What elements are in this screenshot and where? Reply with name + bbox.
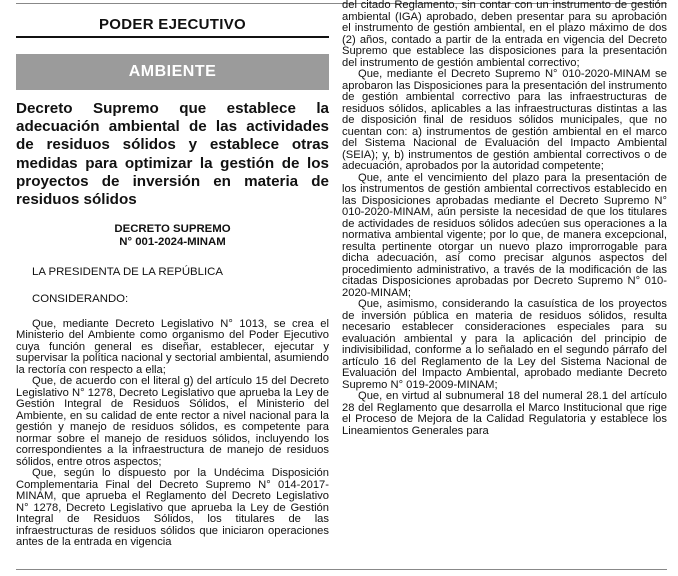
paragraph: Que, asimismo, considerando la casuística de los proyectos de inversión pública en materia de residuos sólidos, resulta necesario establecer consideraciones especiales para su evaluación ambiental y para la aplicación del principio de indivisibilidad, conforme a lo señalado en el segundo párrafo del artículo 16 del Reglamento de la Ley del Sistema Nacional de Evaluación del Impacto Ambiental, aprobado mediante Decreto Supremo N° 019-2009-MINAM; <box>342 298 667 391</box>
issuing-authority: LA PRESIDENTA DE LA REPÚBLICA <box>32 266 223 279</box>
right-body <box>342 0 667 437</box>
section-header <box>16 12 329 38</box>
paragraph: Que, de acuerdo con el literal g) del artículo 15 del Decreto Legislativo N° 1278, Decreto Legislativo que aprueba la Ley de Gestión Integral de Residuos Sólidos, el Ministerio del Ambiente, en su calidad de ente rector a nivel nacional para la gestión y manejo de residuos sólidos, es competente para normar sobre el manejo de residuos sólidos, incluyendo los correspondientes a la infraestructura de manejo de residuos sólidos, entre otros aspectos; <box>16 375 329 468</box>
paragraph: Que, en virtud al subnumeral 18 del numeral 28.1 del artículo 28 del Reglamento que desarrolla el Marco Institucional que rige el Proceso de Mejora de la Calidad Regulatoria y establece los Lineamientos Generales para <box>342 390 667 437</box>
considerando-heading: CONSIDERANDO: <box>32 293 129 305</box>
section-title: PODER EJECUTIVO <box>98 15 247 33</box>
decree-title: Decreto Supremo que establece la adecuación ambiental de las actividades de residuos sólidos y establece otras medidas para optimizar la gestión de los proyectos de inversión en materia de residuos sólidos <box>16 100 329 209</box>
category-title: AMBIENTE <box>128 63 217 80</box>
paragraph: Que, mediante el Decreto Supremo N° 010-2020-MINAM se aprobaron las Disposiciones para la presentación del instrumento de gestión ambiental correctivo para las infraestructuras de residuos sólidos, aplicables a las infraestructuras distintas a las de disposición final de residuos sólidos municipales, que no cuentan con: a) instrumentos de gestión ambiental en el marco del Sistema Nacional de Evaluación del Impacto Ambiental (SEIA); y, b) instrumentos de gestión ambiental correctivos o de adecuación, aprobados por la autoridad competente; <box>342 68 667 172</box>
category-banner <box>16 54 329 90</box>
left-body <box>16 319 329 549</box>
decree-id: N° 001-2024-MINAM <box>119 235 226 248</box>
decree-number <box>16 223 329 248</box>
right-column <box>342 0 667 437</box>
decree-type: DECRETO SUPREMO <box>114 223 231 236</box>
paragraph-continuation: del citado Reglamento, sin contar con un instrumento de gestión ambiental (IGA) aprobado, deben presentar para su aprobación el instrumento de gestión ambiental, en el plazo máximo de dos (2) años, contado a partir de la entrada en vigencia del Decreto Supremo que establece las disposiciones para la presentación del instrumento de gestión ambiental correctivo; <box>342 0 667 69</box>
paragraph: Que, según lo dispuesto por la Undécima Disposición Complementaria Final del Decreto Supremo N° 014-2017-MINAM, que aprueba el Reglamento del Decreto Legislativo N° 1278, Decreto Legislativo que aprueba la Ley de Gestión Integral de Residuos Sólidos, los titulares de las infraestructuras de residuos sólidos que iniciaron operaciones antes de la entrada en vigencia <box>16 467 329 549</box>
bottom-rule <box>16 569 667 570</box>
paragraph: Que, mediante Decreto Legislativo N° 1013, se crea el Ministerio del Ambiente como organismo del Poder Ejecutivo cuya función general es diseñar, establecer, ejecutar y supervisar la política nacional y sectorial ambiental, asumiendo la rectoría con respecto a ella; <box>16 317 329 376</box>
paragraph: Que, ante el vencimiento del plazo para la presentación de los instrumentos de gestión ambiental correctivos establecido en las Disposiciones aprobadas mediante el Decreto Supremo N° 010-2020-MINAM, aún persiste la necesidad de que los titulares de actividades de residuos sólidos adecúen sus operaciones a la normativa ambiental vigente; por lo que, de manera excepcional, resulta pertinente otorgar un nuevo plazo improrrogable para dicha adecuación, así como precisar algunos aspectos del procedimiento administrativo, a través de la modificación de las citadas Disposiciones aprobadas por Decreto Supremo N° 010-2020-MINAM; <box>342 171 667 299</box>
left-column <box>16 0 329 549</box>
